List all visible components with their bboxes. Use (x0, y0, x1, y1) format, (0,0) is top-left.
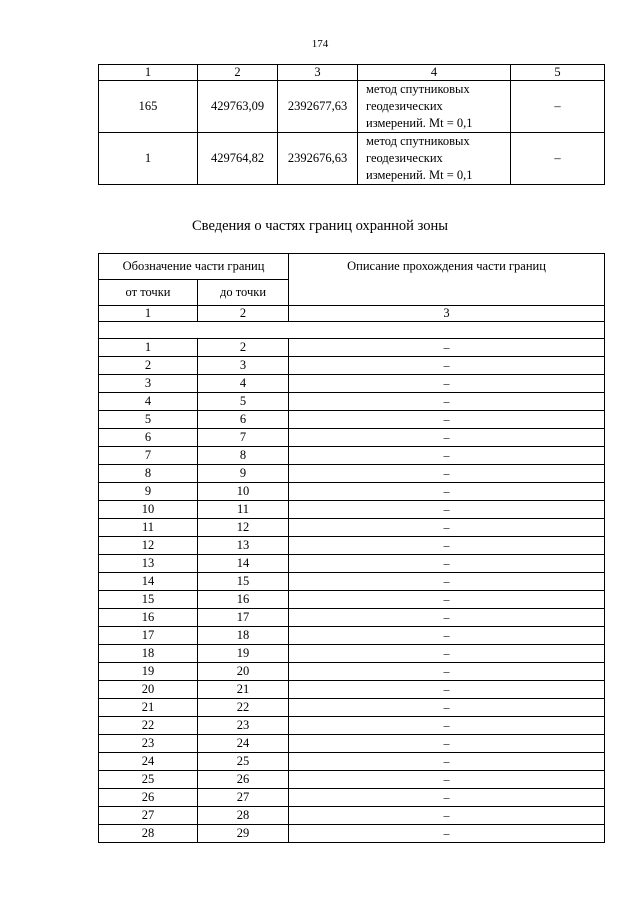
table-column-numbers (99, 306, 605, 322)
point-cell: 1 (99, 133, 198, 185)
from-point-cell: 2 (99, 357, 198, 375)
description-cell: – (289, 573, 605, 591)
to-point-cell: 21 (198, 681, 289, 699)
to-point-cell: 18 (198, 627, 289, 645)
y-coordinate-cell: 2392677,63 (278, 81, 358, 133)
from-point-cell: 6 (99, 429, 198, 447)
to-point-cell: 11 (198, 501, 289, 519)
table-row (99, 411, 605, 429)
column-number: 4 (358, 65, 511, 81)
table-row (99, 573, 605, 591)
column-number: 2 (198, 65, 278, 81)
description-cell: – (289, 339, 605, 357)
description-cell: – (289, 663, 605, 681)
description-cell: – (289, 519, 605, 537)
from-point-cell: 5 (99, 411, 198, 429)
empty-row (99, 322, 605, 339)
description-cell: – (289, 717, 605, 735)
note-cell: – (511, 81, 605, 133)
to-point-cell: 27 (198, 789, 289, 807)
table-row (99, 447, 605, 465)
y-coordinate-cell: 2392676,63 (278, 133, 358, 185)
from-point-cell: 20 (99, 681, 198, 699)
from-point-cell: 7 (99, 447, 198, 465)
table-row (99, 789, 605, 807)
column-number: 1 (99, 306, 198, 322)
from-point-cell: 21 (99, 699, 198, 717)
description-cell: – (289, 537, 605, 555)
x-coordinate-cell: 429763,09 (198, 81, 278, 133)
table-row (99, 519, 605, 537)
section-title: Сведения о частях границ охранной зоны (192, 218, 448, 234)
column-number: 5 (511, 65, 605, 81)
description-cell: – (289, 429, 605, 447)
column-number: 1 (99, 65, 198, 81)
to-point-cell: 5 (198, 393, 289, 411)
to-point-cell: 3 (198, 357, 289, 375)
table-row (99, 357, 605, 375)
table-row (99, 81, 605, 133)
description-cell: – (289, 501, 605, 519)
table-row (99, 807, 605, 825)
to-point-cell: 15 (198, 573, 289, 591)
table-row (99, 483, 605, 501)
description-cell: – (289, 609, 605, 627)
to-point-cell: 14 (198, 555, 289, 573)
from-point-cell: 18 (99, 645, 198, 663)
table-row (99, 339, 605, 357)
table-row (99, 393, 605, 411)
from-point-cell: 12 (99, 537, 198, 555)
to-point-cell: 8 (198, 447, 289, 465)
to-point-cell: 10 (198, 483, 289, 501)
description-cell: – (289, 357, 605, 375)
table-row (99, 501, 605, 519)
to-point-cell: 20 (198, 663, 289, 681)
to-point-cell: 29 (198, 825, 289, 843)
method-line: измерений. Mt = 0,1 (366, 116, 473, 130)
table-row (99, 133, 605, 185)
table-row (99, 681, 605, 699)
note-cell: – (511, 133, 605, 185)
description-cell: – (289, 753, 605, 771)
table-row (99, 825, 605, 843)
point-cell: 165 (99, 81, 198, 133)
column-number: 2 (198, 306, 289, 322)
description-cell: – (289, 627, 605, 645)
from-point-cell: 3 (99, 375, 198, 393)
to-point-cell: 2 (198, 339, 289, 357)
to-point-cell: 19 (198, 645, 289, 663)
table-row (99, 375, 605, 393)
from-point-cell: 16 (99, 609, 198, 627)
to-point-cell: 12 (198, 519, 289, 537)
description-cell: – (289, 681, 605, 699)
from-point-cell: 13 (99, 555, 198, 573)
to-point-cell: 22 (198, 699, 289, 717)
from-point-cell: 28 (99, 825, 198, 843)
from-point-cell: 4 (99, 393, 198, 411)
method-line: измерений. Mt = 0,1 (366, 168, 473, 182)
to-point-cell: 7 (198, 429, 289, 447)
table-row (99, 699, 605, 717)
from-point-cell: 8 (99, 465, 198, 483)
from-point-cell: 27 (99, 807, 198, 825)
from-point-cell: 22 (99, 717, 198, 735)
description-cell: – (289, 465, 605, 483)
to-point-cell: 16 (198, 591, 289, 609)
table-header-row (99, 254, 605, 280)
header-description: Описание прохождения части границ (289, 254, 605, 306)
description-cell: – (289, 789, 605, 807)
from-point-cell: 17 (99, 627, 198, 645)
table-row (99, 717, 605, 735)
description-cell: – (289, 825, 605, 843)
method-cell (358, 133, 511, 185)
table-row (99, 735, 605, 753)
method-cell (358, 81, 511, 133)
table-row (99, 591, 605, 609)
to-point-cell: 17 (198, 609, 289, 627)
table-row (99, 465, 605, 483)
from-point-cell: 1 (99, 339, 198, 357)
boundary-parts-table (98, 253, 605, 843)
description-cell: – (289, 555, 605, 573)
from-point-cell: 11 (99, 519, 198, 537)
table-row (99, 753, 605, 771)
to-point-cell: 25 (198, 753, 289, 771)
method-line: метод спутниковых (366, 134, 470, 148)
header-boundary-part: Обозначение части границ (99, 254, 289, 280)
table-row (99, 627, 605, 645)
to-point-cell: 26 (198, 771, 289, 789)
table-header-row (99, 65, 605, 81)
to-point-cell: 23 (198, 717, 289, 735)
table-row (99, 429, 605, 447)
from-point-cell: 26 (99, 789, 198, 807)
table-row (99, 771, 605, 789)
to-point-cell: 4 (198, 375, 289, 393)
header-to-point: до точки (198, 280, 289, 306)
column-number: 3 (278, 65, 358, 81)
description-cell: – (289, 447, 605, 465)
description-cell: – (289, 645, 605, 663)
to-point-cell: 28 (198, 807, 289, 825)
coordinates-table (98, 64, 605, 185)
description-cell: – (289, 591, 605, 609)
table-row (99, 663, 605, 681)
from-point-cell: 14 (99, 573, 198, 591)
from-point-cell: 23 (99, 735, 198, 753)
table-row (99, 537, 605, 555)
from-point-cell: 24 (99, 753, 198, 771)
method-line: геодезических (366, 99, 443, 113)
column-number: 3 (289, 306, 605, 322)
from-point-cell: 25 (99, 771, 198, 789)
from-point-cell: 9 (99, 483, 198, 501)
table-row (99, 609, 605, 627)
description-cell: – (289, 393, 605, 411)
description-cell: – (289, 771, 605, 789)
description-cell: – (289, 411, 605, 429)
page-number: 174 (311, 38, 329, 50)
table-row (99, 555, 605, 573)
description-cell: – (289, 375, 605, 393)
empty-cell (99, 322, 605, 339)
header-from-point: от точки (99, 280, 198, 306)
description-cell: – (289, 735, 605, 753)
table-row (99, 645, 605, 663)
description-cell: – (289, 807, 605, 825)
from-point-cell: 19 (99, 663, 198, 681)
to-point-cell: 13 (198, 537, 289, 555)
to-point-cell: 24 (198, 735, 289, 753)
from-point-cell: 10 (99, 501, 198, 519)
to-point-cell: 6 (198, 411, 289, 429)
from-point-cell: 15 (99, 591, 198, 609)
method-line: метод спутниковых (366, 82, 470, 96)
method-line: геодезических (366, 151, 443, 165)
to-point-cell: 9 (198, 465, 289, 483)
description-cell: – (289, 483, 605, 501)
description-cell: – (289, 699, 605, 717)
x-coordinate-cell: 429764,82 (198, 133, 278, 185)
